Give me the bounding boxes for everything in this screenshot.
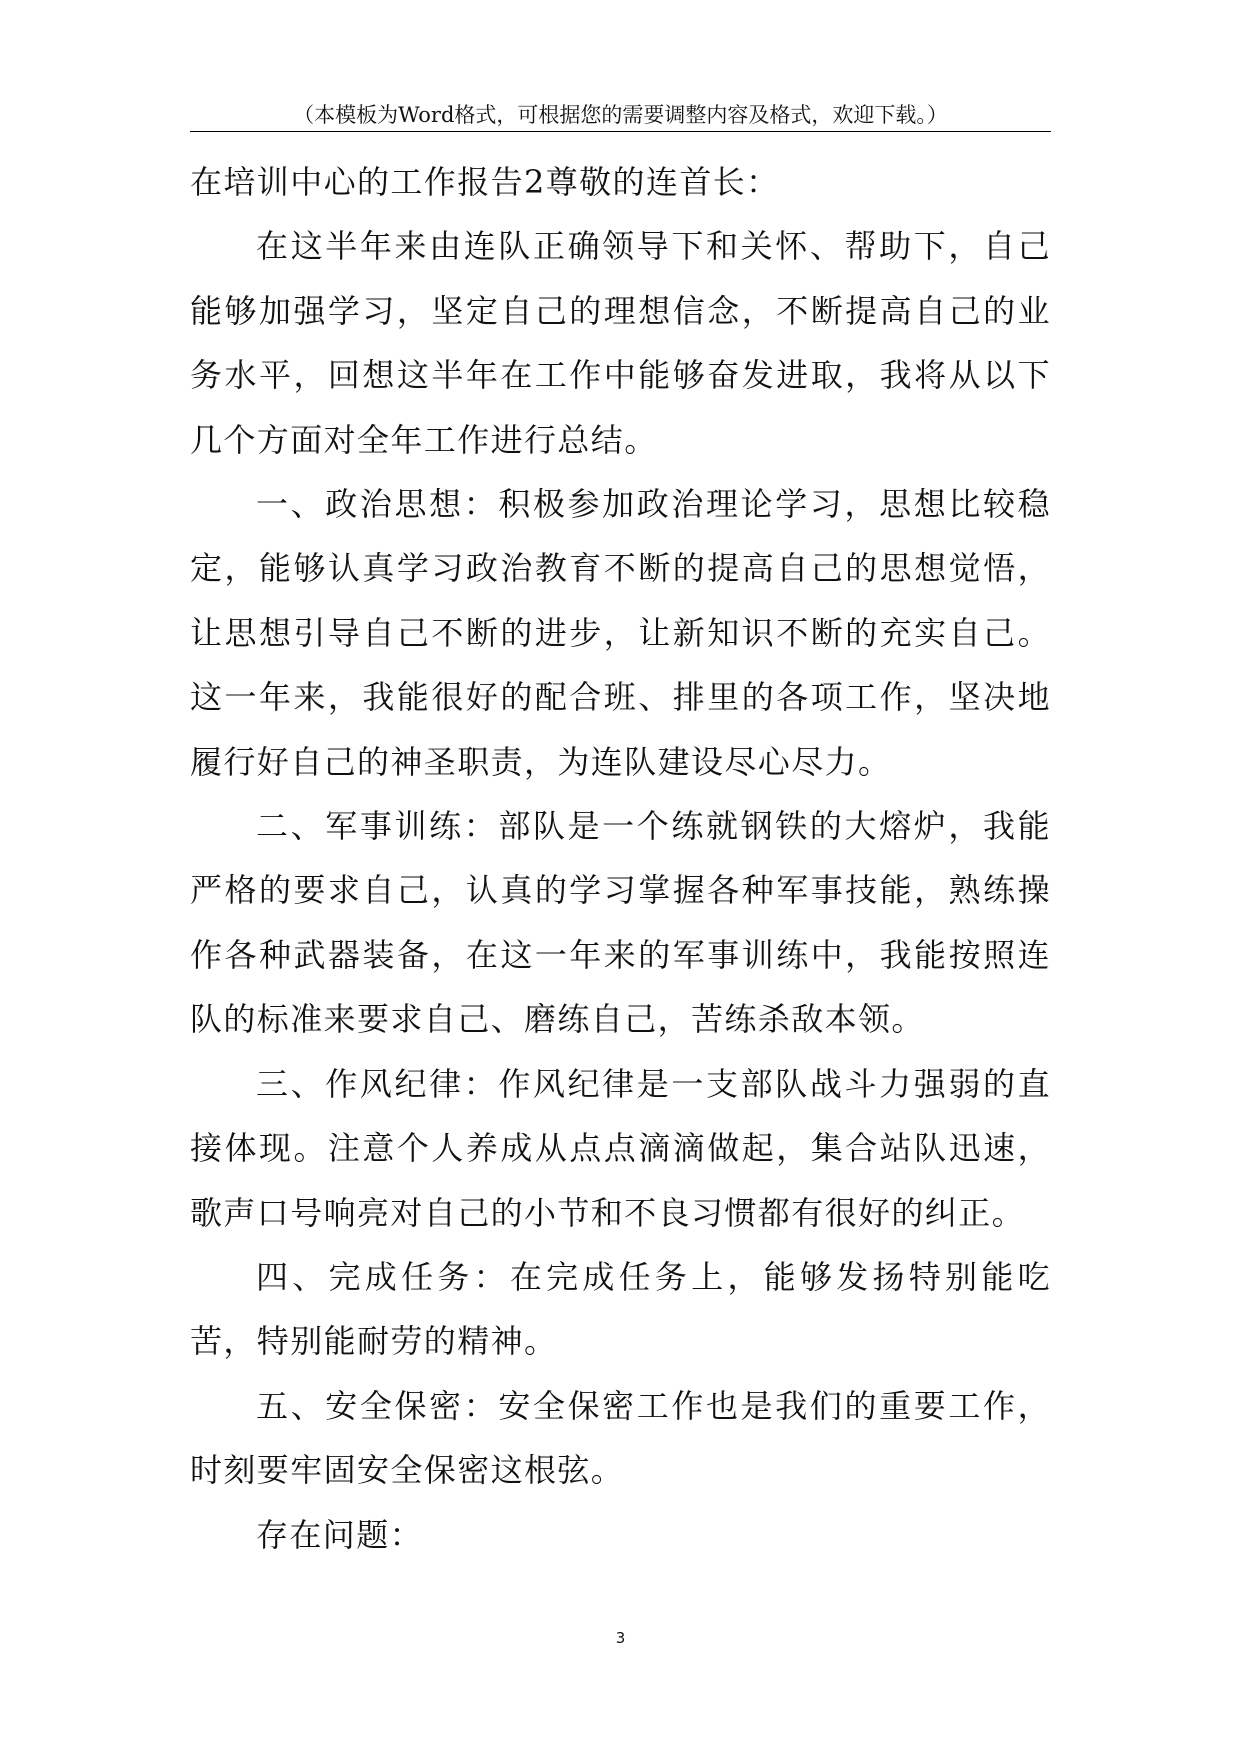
paragraph-existing-problems: 存在问题： <box>256 1515 424 1554</box>
template-notice: （本模板为Word格式，可根据您的需要调整内容及格式，欢迎下载。） <box>293 103 948 127</box>
paragraph-intro: 在这半年来由连队正确领导下和关怀、帮助下，自己能够加强学习，坚定自己的理想信念，不断提高自己的业务水平，回想这半年在工作中能够奋发进取，我将从以下几个方面对全年工作进行总结。 <box>190 227 1051 459</box>
paragraph-discipline: 三、作风纪律：作风纪律是一支部队战斗力强弱的直接体现。注意个人养成从点点滴滴做起，集合站队迅速，歌声口号响亮对自己的小节和不良习惯都有很好的纠正。 <box>190 1064 1051 1232</box>
report-title-line: 在培训中心的工作报告2尊敬的连首长： <box>190 163 780 201</box>
paragraph-task-completion: 四、完成任务：在完成任务上，能够发扬特别能吃苦，特别能耐劳的精神。 <box>190 1257 1051 1361</box>
page-number: 3 <box>615 1629 626 1647</box>
paragraph-political-thought: 一、政治思想：积极参加政治理论学习，思想比较稳定，能够认真学习政治教育不断的提高自己的思想觉悟，让思想引导自己不断的进步，让新知识不断的充实自己。这一年来，我能很好的配合班、排里的各项工作，坚决地履行好自己的神圣职责，为连队建设尽心尽力。 <box>190 485 1051 781</box>
paragraph-security: 五、安全保密：安全保密工作也是我们的重要工作，时刻要牢固安全保密这根弦。 <box>190 1386 1051 1490</box>
paragraph-military-training: 二、军事训练：部队是一个练就钢铁的大熔炉，我能严格的要求自己，认真的学习掌握各种军事技能，熟练操作各种武器装备，在这一年来的军事训练中，我能按照连队的标准来要求自己、磨练自己，苦练杀敌本领。 <box>190 807 1051 1039</box>
document-body <box>190 150 1051 1567</box>
header-divider <box>190 131 1051 132</box>
